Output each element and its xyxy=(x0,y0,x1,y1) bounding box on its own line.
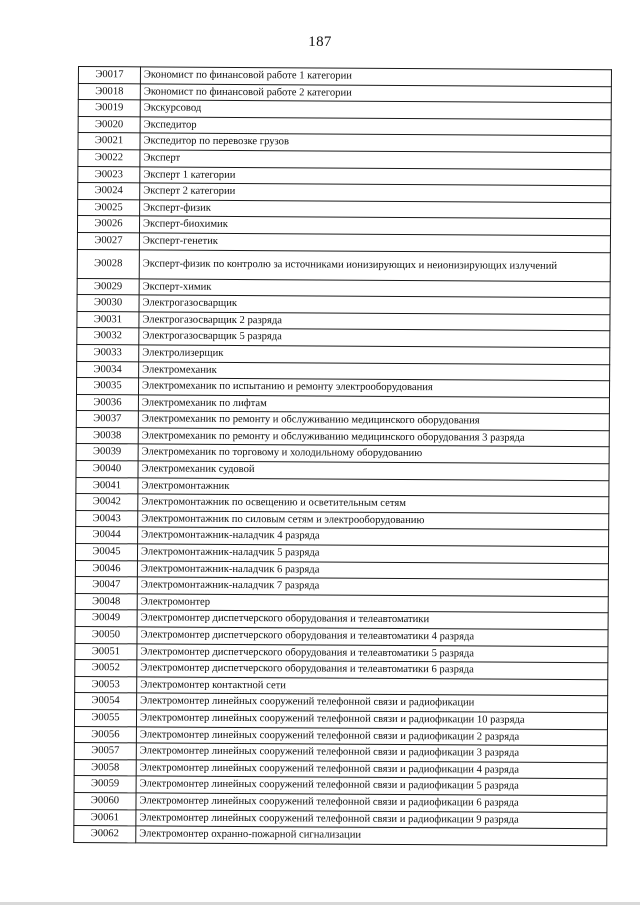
row-occupation-name: Электромеханик по ремонту и обслуживанию медицинского оборудования 3 разряда xyxy=(138,428,609,447)
row-code: Э0035 xyxy=(76,378,138,395)
row-code: Э0039 xyxy=(76,444,138,461)
row-code: Э0025 xyxy=(78,199,140,216)
row-occupation-name: Электромонтажник-наладчик 5 разряда xyxy=(137,544,608,563)
occupation-table-grid xyxy=(73,66,612,846)
row-code: Э0021 xyxy=(78,133,140,150)
row-code: Э0040 xyxy=(76,461,138,478)
row-occupation-name: Электромонтер линейных сооружений телефонной связи и радиофикации xyxy=(137,693,608,712)
table-row xyxy=(74,826,607,846)
row-occupation-name: Электромонтер линейных сооружений телефонной связи и радиофикации 9 разряда xyxy=(136,809,607,828)
row-occupation-name: Экономист по финансовой работе 2 категории xyxy=(140,83,611,102)
row-code: Э0026 xyxy=(77,216,139,233)
row-code: Э0022 xyxy=(78,149,140,166)
row-occupation-name: Электромонтажник-наладчик 6 разряда xyxy=(137,560,608,579)
row-occupation-name: Электромеханик судовой xyxy=(138,461,609,480)
row-occupation-name: Электромонтер охранно-пожарной сигнализации xyxy=(136,826,607,845)
occupation-table xyxy=(73,66,612,846)
row-code: Э0056 xyxy=(74,726,136,743)
row-occupation-name: Электромонтер диспетчерского оборудования и телеавтоматики 6 разряда xyxy=(137,660,608,679)
row-occupation-name: Электромонтер диспетчерского оборудования и телеавтоматики 5 разряда xyxy=(137,643,608,662)
row-occupation-name: Эксперт-физик xyxy=(140,200,611,219)
row-code: Э0049 xyxy=(75,610,137,627)
row-code: Э0054 xyxy=(75,693,137,710)
row-code: Э0053 xyxy=(75,676,137,693)
row-occupation-name: Экспедитор xyxy=(140,117,611,136)
row-occupation-name: Электромеханик по испытанию и ремонту электрооборудования xyxy=(138,378,609,397)
row-occupation-name: Электромонтажник по силовым сетям и электрооборудованию xyxy=(138,511,609,530)
row-occupation-name: Электромеханик по торговому и холодильному оборудованию xyxy=(138,444,609,463)
row-occupation-name: Эксперт-физик по контролю за источниками ионизирующих и неионизирующих излучений xyxy=(139,249,610,281)
row-code: Э0027 xyxy=(77,232,139,249)
row-occupation-name: Электромеханик по ремонту и обслуживанию медицинского оборудования xyxy=(138,411,609,430)
row-code: Э0041 xyxy=(76,477,138,494)
row-occupation-name: Электромонтер контактной сети xyxy=(137,677,608,696)
row-code: Э0045 xyxy=(75,544,137,561)
row-occupation-name: Электромонтажник по освещению и осветительным сетям xyxy=(138,494,609,513)
row-occupation-name: Электрогазосварщик xyxy=(139,295,610,314)
row-code: Э0059 xyxy=(74,776,136,793)
row-code: Э0034 xyxy=(77,361,139,378)
row-occupation-name: Электромонтажник-наладчик 4 разряда xyxy=(138,527,609,546)
row-code: Э0018 xyxy=(78,83,140,100)
row-code: Э0043 xyxy=(76,510,138,527)
row-occupation-name: Электромонтер линейных сооружений телефонной связи и радиофикации 3 разряда xyxy=(136,743,607,762)
row-code: Э0055 xyxy=(74,709,136,726)
row-occupation-name: Электромонтер линейных сооружений телефонной связи и радиофикации 6 разряда xyxy=(136,793,607,812)
row-occupation-name: Эксперт-генетик xyxy=(139,233,610,252)
row-code: Э0030 xyxy=(77,295,139,312)
row-occupation-name: Электромеханик по лифтам xyxy=(138,395,609,414)
row-occupation-name: Электролизерщик xyxy=(139,345,610,364)
row-occupation-name: Экскурсовод xyxy=(140,100,611,119)
row-code: Э0042 xyxy=(76,494,138,511)
row-code: Э0061 xyxy=(74,809,136,826)
row-code: Э0050 xyxy=(75,626,137,643)
row-occupation-name: Эксперт xyxy=(140,150,611,169)
row-code: Э0023 xyxy=(78,166,140,183)
row-occupation-name: Эксперт 2 категории xyxy=(140,183,611,202)
row-occupation-name: Электромонтер линейных сооружений телефонной связи и радиофикации 5 разряда xyxy=(136,776,607,795)
row-code: Э0032 xyxy=(77,328,139,345)
row-code: Э0024 xyxy=(78,183,140,200)
row-code: Э0038 xyxy=(76,427,138,444)
row-code: Э0031 xyxy=(77,311,139,328)
row-occupation-name: Электромонтер линейных сооружений телефонной связи и радиофикации 4 разряда xyxy=(136,760,607,779)
row-code: Э0060 xyxy=(74,792,136,809)
row-occupation-name: Электромонтажник-наладчик 7 разряда xyxy=(137,577,608,596)
row-occupation-name: Эксперт-биохимик xyxy=(139,216,610,235)
row-occupation-name: Электромонтажник xyxy=(138,478,609,497)
row-code: Э0052 xyxy=(75,660,137,677)
row-occupation-name: Экспедитор по перевозке грузов xyxy=(140,133,611,152)
table-body xyxy=(74,67,612,846)
row-code: Э0048 xyxy=(75,593,137,610)
row-occupation-name: Электромонтер диспетчерского оборудования и телеавтоматики xyxy=(137,610,608,629)
row-code: Э0037 xyxy=(76,411,138,428)
row-occupation-name: Электромонтер xyxy=(137,594,608,613)
row-code: Э0036 xyxy=(76,394,138,411)
row-occupation-name: Электрогазосварщик 2 разряда xyxy=(139,312,610,331)
row-occupation-name: Электрогазосварщик 5 разряда xyxy=(139,328,610,347)
row-code: Э0058 xyxy=(74,759,136,776)
row-occupation-name: Эксперт-химик xyxy=(139,278,610,297)
row-code: Э0057 xyxy=(74,743,136,760)
table-row xyxy=(77,249,610,281)
row-code: Э0047 xyxy=(75,577,137,594)
row-occupation-name: Электромеханик xyxy=(139,361,610,380)
row-code: Э0020 xyxy=(78,116,140,133)
row-occupation-name: Электромонтер диспетчерского оборудования и телеавтоматики 4 разряда xyxy=(137,627,608,646)
row-code: Э0051 xyxy=(75,643,137,660)
page-number: 187 xyxy=(308,34,332,50)
row-occupation-name: Электромонтер линейных сооружений телефонной связи и радиофикации 2 разряда xyxy=(136,726,607,745)
row-occupation-name: Электромонтер линейных сооружений телефонной связи и радиофикации 10 разряда xyxy=(136,710,607,729)
row-code: Э0044 xyxy=(76,527,138,544)
row-code: Э0062 xyxy=(74,826,136,843)
row-code: Э0033 xyxy=(77,344,139,361)
row-occupation-name: Эксперт 1 категории xyxy=(140,166,611,185)
row-code: Э0028 xyxy=(77,249,139,278)
row-code: Э0019 xyxy=(78,100,140,117)
row-code: Э0029 xyxy=(77,278,139,295)
row-code: Э0017 xyxy=(78,67,140,84)
row-occupation-name: Экономист по финансовой работе 1 категории xyxy=(140,67,611,86)
row-code: Э0046 xyxy=(75,560,137,577)
